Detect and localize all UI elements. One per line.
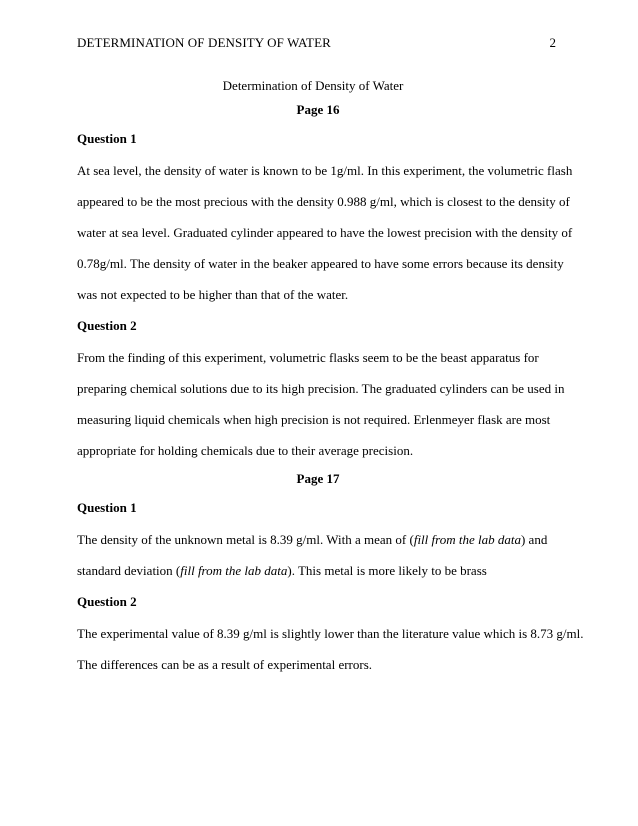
text-run: ). This metal is more likely to be brass <box>287 563 487 578</box>
text-run: standard deviation ( <box>77 563 181 578</box>
paragraph-line <box>77 555 559 586</box>
answer-paragraph <box>77 155 573 310</box>
page-heading: Page 17 <box>296 471 340 486</box>
running-head: DETERMINATION OF DENSITY OF WATER <box>77 35 331 50</box>
paragraph-line: From the finding of this experiment, volumetric flasks seem to be the beast apparatus for <box>77 350 539 365</box>
question-heading: Question 2 <box>77 318 137 333</box>
italic-placeholder: fill from the lab data <box>180 563 288 578</box>
paragraph-line: preparing chemical solutions due to its high precision. The graduated cylinders can be used in <box>77 381 565 396</box>
paragraph-line: The differences can be as a result of experimental errors. <box>77 657 373 672</box>
question-heading: Question 2 <box>77 594 137 609</box>
document-title: Determination of Density of Water <box>222 78 404 93</box>
question-heading: Question 1 <box>77 500 137 515</box>
paragraph-line: appeared to be the most precious with the density 0.988 g/ml, which is closest to the density of <box>77 194 570 209</box>
italic-placeholder: fill from the lab data <box>413 532 521 547</box>
paragraph-line: water at sea level. Graduated cylinder appeared to have the lowest precision with the density of <box>77 225 573 240</box>
document-body <box>77 75 584 680</box>
paragraph-line: At sea level, the density of water is known to be 1g/ml. In this experiment, the volumetric flash <box>77 163 573 178</box>
paragraph-line: was not expected to be higher than that of the water. <box>77 287 349 302</box>
page-number: 2 <box>549 35 556 50</box>
text-run: ) and <box>520 532 548 547</box>
answer-paragraph <box>77 618 584 680</box>
paragraph-line: appropriate for holding chemicals due to their average precision. <box>77 443 414 458</box>
text-run: The density of the unknown metal is 8.39 g/ml. With a mean of ( <box>77 532 414 547</box>
answer-paragraph <box>77 342 565 466</box>
page-heading: Page 16 <box>296 102 340 117</box>
paragraph-line: 0.78g/ml. The density of water in the beaker appeared to have some errors because its density <box>77 256 564 271</box>
paragraph-line <box>77 524 559 555</box>
paragraph-line: measuring liquid chemicals when high precision is not required. Erlenmeyer flask are most <box>77 412 551 427</box>
paragraph-line: The experimental value of 8.39 g/ml is slightly lower than the literature value which is 8.73 g/ml. <box>77 626 584 641</box>
answer-paragraph <box>77 524 559 586</box>
question-heading: Question 1 <box>77 131 137 146</box>
